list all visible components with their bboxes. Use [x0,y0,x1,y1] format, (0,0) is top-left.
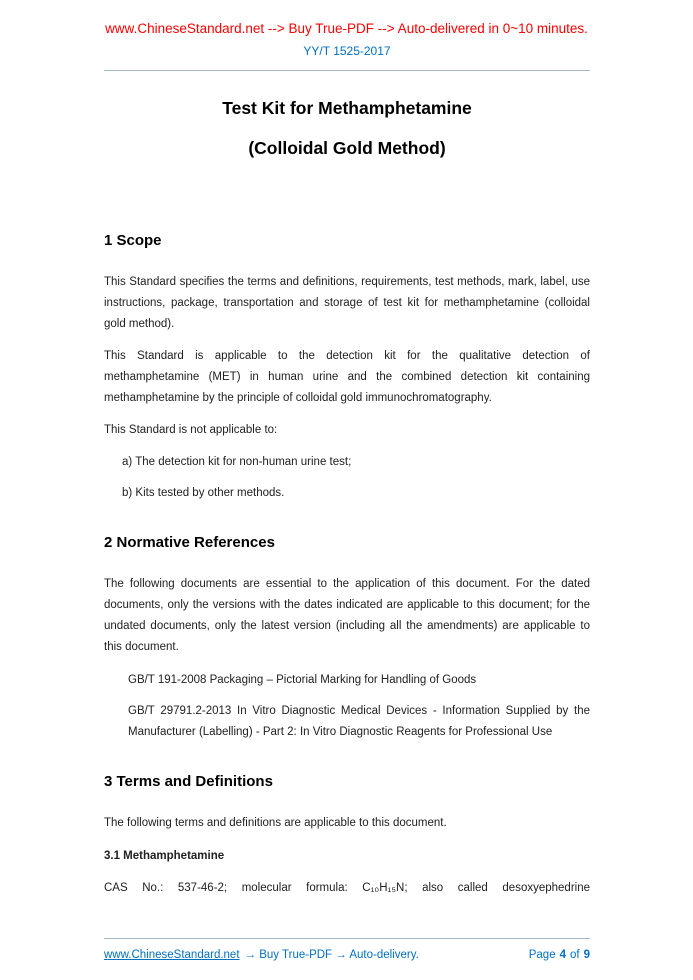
standard-number: YY/T 1525-2017 [303,44,391,58]
page-total: 9 [583,949,590,961]
footer-tagline: → Buy True-PDF → Auto-delivery. [244,949,419,961]
page-indicator [529,948,590,962]
section-heading-scope: 1 Scope [104,232,162,249]
footer-tagline-group [104,948,419,962]
footer-site-link[interactable]: www.ChineseStandard.net [104,949,240,961]
scope-list-item-b: b) Kits tested by other methods. [122,487,285,499]
page-content [104,44,590,899]
page-current: 4 [559,949,566,961]
normative-reference-2: GB/T 29791.2-2013 In Vitro Diagnostic Medical Devices - Information Supplied by the Manufacturer (Labelling) - Part 2: In Vitro Diagnostic Reagents for Professional Use [128,705,590,738]
section-heading-terms-definitions: 3 Terms and Definitions [104,773,273,790]
promo-banner: www.ChineseStandard.net --> Buy True-PDF --> Auto-delivered in 0~10 minutes. [105,21,588,36]
scope-list-item-a: a) The detection kit for non-human urine test; [122,456,352,468]
normative-reference-1: GB/T 191-2008 Packaging – Pictorial Marking for Handling of Goods [128,674,477,686]
term-subheading-methamphetamine: 3.1 Methamphetamine [104,850,225,862]
term-definition-cas: CAS No.: 537-46-2; molecular formula: C₁₀H₁₅N; also called desoxyephedrine [104,882,590,894]
normative-paragraph-1: The following documents are essential to the application of this document. For the dated documents, only the versions with the dates indicated are applicable to this document; for the undated documents, only the latest version (including all the amendments) are applicable to this document. [104,578,590,653]
scope-paragraph-1: This Standard specifies the terms and definitions, requirements, test methods, mark, label, use instructions, package, transportation and storage of test kit for methamphetamine (colloidal gold method). [104,276,590,330]
terms-paragraph-1: The following terms and definitions are applicable to this document. [104,817,447,829]
of-label: of [570,949,580,961]
scope-paragraph-3: This Standard is not applicable to: [104,424,278,436]
document-title-line2: (Colloidal Gold Method) [248,138,446,158]
page-label: Page [528,949,556,961]
page-footer [104,938,590,962]
header-divider [104,70,590,71]
section-heading-normative-references: 2 Normative References [104,534,275,551]
document-title-line1: Test Kit for Methamphetamine [222,98,472,118]
scope-paragraph-2: This Standard is applicable to the detection kit for the qualitative detection of methamphetamine (MET) in human urine and the combined detection kit containing methamphetamine by the principle of colloidal gold immunochromatography. [104,350,590,404]
